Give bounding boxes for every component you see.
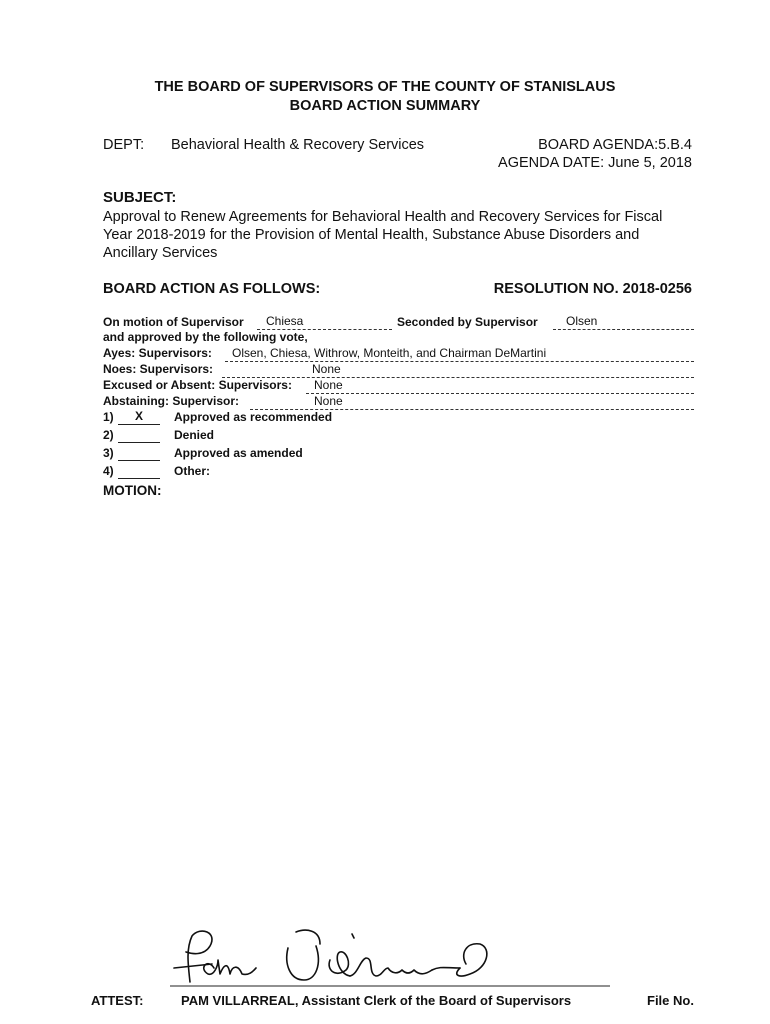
option-2-line xyxy=(118,442,160,443)
ayes-value: Olsen, Chiesa, Withrow, Monteith, and Chairman DeMartini xyxy=(232,346,547,360)
motion-value: Chiesa xyxy=(266,314,304,328)
seconded-value: Olsen xyxy=(566,314,598,328)
ayes-label: Ayes: Supervisors: xyxy=(103,346,212,360)
abstaining-label: Abstaining: Supervisor: xyxy=(103,394,240,408)
option-4-line xyxy=(118,478,160,479)
dept-value: Behavioral Health & Recovery Services xyxy=(171,137,425,153)
board-agenda: BOARD AGENDA:5.B.4 xyxy=(538,137,692,153)
option-4-label: Other: xyxy=(174,464,210,478)
option-1-line xyxy=(118,424,160,425)
excused-label: Excused or Absent: Supervisors: xyxy=(103,378,292,392)
noes-value: None xyxy=(312,362,341,376)
option-2-label: Denied xyxy=(174,428,215,442)
document-title: THE BOARD OF SUPERVISORS OF THE COUNTY OF STANISLAUS xyxy=(154,79,616,95)
option-3-label: Approved as amended xyxy=(174,446,303,460)
motion-label: On motion of Supervisor xyxy=(103,315,244,329)
subject-label: SUBJECT: xyxy=(103,189,177,206)
option-3-line xyxy=(118,460,160,461)
dept-label: DEPT: xyxy=(103,137,145,153)
seconded-label: Seconded by Supervisor xyxy=(397,315,538,329)
option-2-number: 2) xyxy=(103,428,114,442)
noes-line xyxy=(222,377,694,378)
option-1-number: 1) xyxy=(103,410,114,424)
option-1-mark: X xyxy=(134,409,143,423)
signer-name: PAM VILLARREAL, Assistant Clerk of the Board of Supervisors xyxy=(181,993,572,1008)
document-subtitle: BOARD ACTION SUMMARY xyxy=(289,98,481,114)
attest-label: ATTEST: xyxy=(91,993,144,1008)
excused-value: None xyxy=(314,378,343,392)
option-4-number: 4) xyxy=(103,464,114,478)
ayes-line xyxy=(225,361,694,362)
noes-label: Noes: Supervisors: xyxy=(103,362,214,376)
agenda-date: AGENDA DATE: June 5, 2018 xyxy=(498,155,692,171)
option-3-number: 3) xyxy=(103,446,114,460)
motion-heading: MOTION: xyxy=(103,483,162,498)
file-number-label: File No. xyxy=(647,993,694,1008)
approved-vote-line: and approved by the following vote, xyxy=(103,330,308,344)
option-1-label: Approved as recommended xyxy=(174,410,333,424)
resolution-number: RESOLUTION NO. 2018-0256 xyxy=(493,281,692,297)
excused-line xyxy=(306,393,694,394)
subject-text: Approval to Renew Agreements for Behavioral Health and Recovery Services for Fiscal Year 2018-2019 for the Provision of Mental Health, Substance Abuse Disorders and Ancillary Services xyxy=(103,209,663,261)
board-action-label: BOARD ACTION AS FOLLOWS: xyxy=(103,281,321,297)
seconded-line xyxy=(553,329,694,330)
abstaining-value: None xyxy=(314,394,343,408)
signature-image xyxy=(170,924,610,988)
